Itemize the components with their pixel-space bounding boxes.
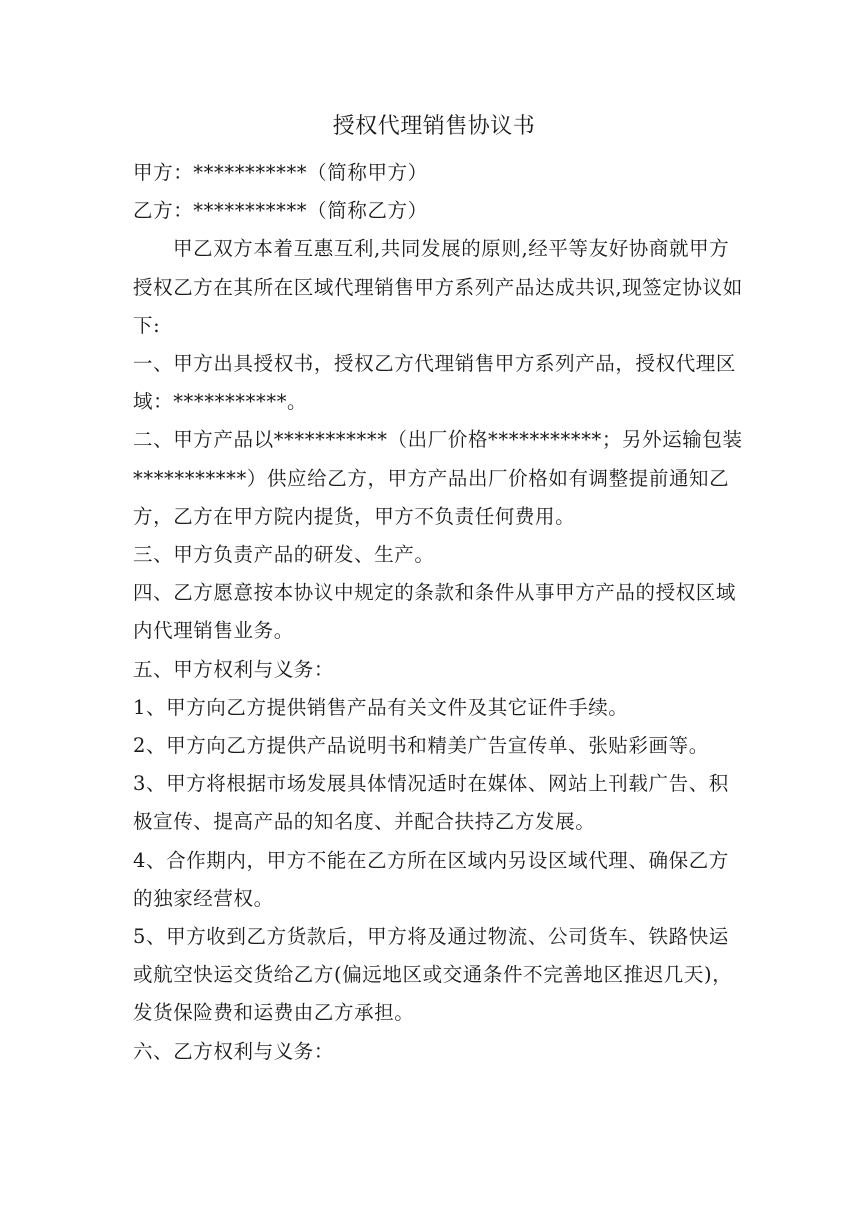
clause-5-item-5: 5、甲方收到乙方货款后，甲方将及通过物流、公司货车、铁路快运或航空快运交货给乙方(偏远地区或交通条件不完善地区推迟几天)，发货保险费和运费由乙方承担。	[133, 925, 733, 1025]
clause-4: 四、乙方愿意按本协议中规定的条款和条件从事甲方产品的授权区域内代理销售业务。	[133, 581, 737, 643]
clause-5-item-3: 3、甲方将根据市场发展具体情况适时在媒体、网站上刊载广告、积极宣传、提高产品的知名度、并配合扶持乙方发展。	[133, 772, 729, 834]
party-a-line: 甲方：***********（简称甲方）	[133, 161, 428, 184]
clause-2: 二、甲方产品以***********（出厂价格***********；另外运输包装***********）供应给乙方，甲方产品出厂价格如有调整提前通知乙方，乙方在甲方院内提货，甲方不负责任何费用。	[133, 428, 743, 528]
document-body	[133, 154, 743, 1071]
clause-3: 三、甲方负责产品的研发、生产。	[133, 543, 435, 567]
clause-5-heading: 五、甲方权利与义务：	[133, 657, 335, 681]
clause-1: 一、甲方出具授权书，授权乙方代理销售甲方系列产品，授权代理区域：***********。	[133, 352, 737, 414]
clause-5-item-4: 4、合作期内，甲方不能在乙方所在区域内另设区域代理、确保乙方的独家经营权。	[133, 848, 729, 910]
clause-5-item-2: 2、甲方向乙方提供产品说明书和精美广告宣传单、张贴彩画等。	[133, 734, 709, 758]
clause-5-item-1: 1、甲方向乙方提供销售产品有关文件及其它证件手续。	[133, 695, 629, 719]
document-title: 授权代理销售协议书	[332, 114, 536, 139]
party-b-line: 乙方：***********（简称乙方）	[133, 199, 428, 223]
clause-6-heading: 六、乙方权利与义务：	[133, 1039, 335, 1063]
preamble-paragraph: 甲乙双方本着互惠互利,共同发展的原则,经平等友好协商就甲方授权乙方在其所在区域代理销售甲方系列产品达成共识,现签定协议如下:	[133, 237, 743, 337]
